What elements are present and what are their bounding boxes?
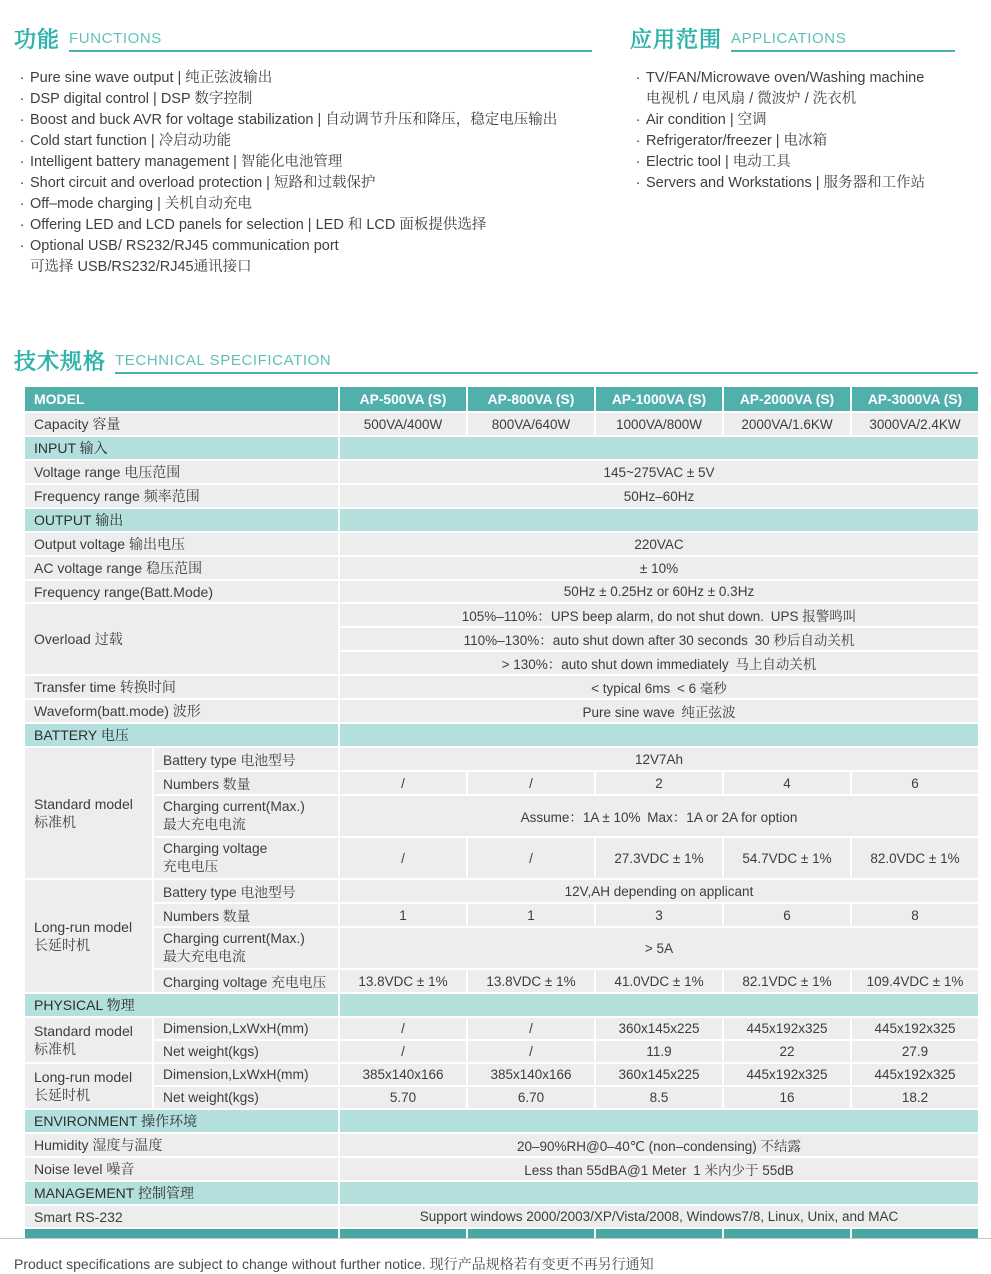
- value-cell: 1: [468, 904, 594, 926]
- value-cell: /: [468, 772, 594, 794]
- table-row-frequency-range: [25, 485, 978, 507]
- list-item-text: Electric tool | 电动工具: [646, 154, 791, 170]
- value-cell: /: [468, 838, 594, 878]
- value-cell-merged: > 5A: [340, 928, 978, 968]
- row-label: Numbers 数量: [154, 772, 338, 794]
- row-label: [154, 928, 338, 968]
- functions-list: [14, 68, 592, 278]
- list-item: [630, 173, 955, 194]
- group-label-line1: Long-run model: [34, 919, 133, 935]
- table-row-dimension: [154, 1064, 978, 1085]
- top-area: [0, 22, 991, 278]
- section-row-battery: [25, 724, 978, 746]
- row-label: Battery type 电池型号: [154, 880, 338, 902]
- section-filler: [340, 509, 978, 531]
- section-filler: [340, 724, 978, 746]
- functions-heading: [14, 28, 592, 52]
- value-cell: 2000VA/1.6KW: [724, 413, 850, 435]
- table-row-frequency-batt-mode: [25, 581, 978, 602]
- bullet-icon: ·: [19, 112, 25, 128]
- row-label: Charging voltage 充电电压: [154, 970, 338, 992]
- overload-values: [340, 604, 978, 674]
- value-cell-merged: ± 10%: [340, 557, 978, 579]
- list-item-text: Pure sine wave output | 纯正弦波输出: [30, 70, 273, 86]
- table-row-noise-level: [25, 1158, 978, 1180]
- bottom-bar-segment: [724, 1229, 850, 1238]
- list-item-text: Refrigerator/freezer | 电冰箱: [646, 133, 828, 149]
- value-cell: 445x192x325: [724, 1018, 850, 1039]
- group-label: [25, 880, 152, 992]
- section-row-input: [25, 437, 978, 459]
- page-bottom-divider: [0, 1238, 991, 1239]
- column-header-cell: AP-3000VA (S): [852, 387, 978, 411]
- table-row-overload: [25, 604, 978, 674]
- group-label-line1: Standard model: [34, 796, 133, 812]
- value-cell: 445x192x325: [852, 1018, 978, 1039]
- group-label-line2: 标准机: [34, 1041, 76, 1057]
- value-cell: 500VA/400W: [340, 413, 466, 435]
- bottom-bar-segment: [596, 1229, 722, 1238]
- value-cell: 27.3VDC ± 1%: [596, 838, 722, 878]
- row-label: Waveform(batt.mode) 波形: [25, 700, 338, 722]
- bullet-icon: ·: [635, 154, 641, 170]
- value-cell: 5.70: [340, 1087, 466, 1108]
- group-label: [25, 1018, 152, 1062]
- list-item-text: Offering LED and LCD panels for selection | LED 和 LCD 面板提供选择: [30, 217, 487, 233]
- list-item: [14, 110, 592, 131]
- value-cell: 1000VA/800W: [596, 413, 722, 435]
- table-row-waveform: [25, 700, 978, 722]
- group-label-line2: 标准机: [34, 814, 76, 830]
- list-item: [630, 68, 955, 89]
- value-cell: 6: [724, 904, 850, 926]
- table-row-charging-current: [154, 928, 978, 968]
- value-cell: 6.70: [468, 1087, 594, 1108]
- list-item: [14, 68, 592, 89]
- group-label-line2: 长延时机: [34, 937, 90, 953]
- row-label-line1: Charging current(Max.): [163, 799, 305, 814]
- value-cell: /: [468, 1018, 594, 1039]
- value-cell: 54.7VDC ± 1%: [724, 838, 850, 878]
- value-cell-merged: 20–90%RH@0–40℃ (non–condensing) 不结露: [340, 1134, 978, 1156]
- row-label-line1: Charging voltage: [163, 841, 268, 856]
- row-label: Voltage range 电压范围: [25, 461, 338, 483]
- table-row-transfer-time: [25, 676, 978, 698]
- value-cell: /: [340, 772, 466, 794]
- physical-standard-rows: [154, 1018, 978, 1062]
- value-cell-merged: Less than 55dBA@1 Meter 1 米内少于 55dB: [340, 1158, 978, 1180]
- functions-title-zh: 功能: [14, 27, 61, 52]
- value-cell: 6: [852, 772, 978, 794]
- value-cell: 82.1VDC ± 1%: [724, 970, 850, 992]
- spec-table: [25, 387, 978, 1238]
- table-row-output-voltage: [25, 533, 978, 555]
- value-cell-merged: < typical 6ms < 6 毫秒: [340, 676, 978, 698]
- bottom-bar-segment: [852, 1229, 978, 1238]
- table-row-net-weight: [154, 1041, 978, 1062]
- section-row-management: [25, 1182, 978, 1204]
- value-cell: 41.0VDC ± 1%: [596, 970, 722, 992]
- bullet-icon: ·: [19, 238, 25, 254]
- spec-title-zh: 技术规格: [14, 349, 107, 374]
- value-cell: 18.2: [852, 1087, 978, 1108]
- value-cell: 360x145x225: [596, 1064, 722, 1085]
- section-label: INPUT 输入: [25, 437, 338, 459]
- bottom-bar-segment: [340, 1229, 466, 1238]
- value-cell-merged: Pure sine wave 纯正弦波: [340, 700, 978, 722]
- model-header-cell: MODEL: [25, 387, 338, 411]
- value-cell: 11.9: [596, 1041, 722, 1062]
- value-cell: 16: [724, 1087, 850, 1108]
- applications-heading: [630, 28, 955, 52]
- row-label: Net weight(kgs): [154, 1041, 338, 1062]
- list-item: [14, 215, 592, 236]
- value-cell-merged: 110%–130%：auto shut down after 30 seconds 30 秒后自动关机: [340, 628, 978, 650]
- table-row-humidity: [25, 1134, 978, 1156]
- group-label-line2: 长延时机: [34, 1087, 90, 1103]
- footer-note: Product specifications are subject to change without further notice. 现行产品规格若有变更不再另行通知: [14, 1256, 654, 1272]
- column-header-cell: AP-500VA (S): [340, 387, 466, 411]
- list-item: [14, 89, 592, 110]
- value-cell: 360x145x225: [596, 1018, 722, 1039]
- section-row-environment: [25, 1110, 978, 1132]
- bullet-icon: ·: [19, 133, 25, 149]
- column-header-cell: AP-1000VA (S): [596, 387, 722, 411]
- physical-standard-group: [25, 1018, 978, 1062]
- bottom-bar-segment: [25, 1229, 338, 1238]
- battery-standard-group: [25, 748, 978, 878]
- group-label-line1: Standard model: [34, 1023, 133, 1039]
- applications-list: [630, 68, 955, 194]
- list-item-text: DSP digital control | DSP 数字控制: [30, 91, 253, 107]
- value-cell-merged: 12V7Ah: [340, 748, 978, 770]
- bullet-icon: ·: [19, 175, 25, 191]
- bullet-icon: ·: [19, 154, 25, 170]
- section-row-output: [25, 509, 978, 531]
- spec-heading: [14, 350, 978, 374]
- column-header-cell: AP-2000VA (S): [724, 387, 850, 411]
- table-row-smart-rs232: [25, 1206, 978, 1227]
- list-item-text: Intelligent battery management | 智能化电池管理: [30, 154, 343, 170]
- section-filler: [340, 994, 978, 1016]
- applications-section: [630, 28, 955, 278]
- row-label: Smart RS-232: [25, 1206, 338, 1227]
- spec-title-en: TECHNICAL SPECIFICATION: [115, 352, 978, 374]
- row-label-line1: Charging current(Max.): [163, 931, 305, 946]
- group-label-line1: Long-run model: [34, 1069, 133, 1085]
- list-item: [14, 152, 592, 173]
- table-row-net-weight: [154, 1087, 978, 1108]
- row-label: Noise level 噪音: [25, 1158, 338, 1180]
- list-item-text: TV/FAN/Microwave oven/Washing machine: [646, 70, 925, 86]
- value-cell-merged: 105%–110%：UPS beep alarm, do not shut down. UPS 报警鸣叫: [340, 604, 978, 626]
- bullet-icon: ·: [635, 112, 641, 128]
- value-cell: /: [340, 838, 466, 878]
- list-item-text: Off–mode charging | 关机自动充电: [30, 196, 252, 212]
- physical-longrun-rows: [154, 1064, 978, 1108]
- row-label: Capacity 容量: [25, 413, 338, 435]
- value-cell: 4: [724, 772, 850, 794]
- bottom-bar-segment: [468, 1229, 594, 1238]
- column-header-cell: AP-800VA (S): [468, 387, 594, 411]
- section-label: ENVIRONMENT 操作环境: [25, 1110, 338, 1132]
- battery-longrun-rows: [154, 880, 978, 992]
- list-item: [630, 131, 955, 152]
- section-filler: [340, 437, 978, 459]
- list-item-text: Boost and buck AVR for voltage stabilization | 自动调节升压和降压，稳定电压输出: [30, 112, 558, 128]
- battery-standard-rows: [154, 748, 978, 878]
- row-label: Frequency range 频率范围: [25, 485, 338, 507]
- bullet-icon: ·: [635, 70, 641, 86]
- value-cell-merged: 12V,AH depending on applicant: [340, 880, 978, 902]
- value-cell: 27.9: [852, 1041, 978, 1062]
- value-cell-merged: > 130%：auto shut down immediately 马上自动关机: [340, 652, 978, 674]
- list-item: [630, 152, 955, 173]
- table-bottom-bar: [25, 1229, 978, 1238]
- row-label: Net weight(kgs): [154, 1087, 338, 1108]
- section-row-physical: [25, 994, 978, 1016]
- value-cell: 800VA/640W: [468, 413, 594, 435]
- table-row-charging-voltage: [154, 838, 978, 878]
- bullet-icon: ·: [19, 196, 25, 212]
- bullet-icon: ·: [19, 91, 25, 107]
- row-label: Output voltage 输出电压: [25, 533, 338, 555]
- value-cell: 8.5: [596, 1087, 722, 1108]
- row-label-line2: 最大充电电流: [163, 817, 246, 832]
- value-cell: /: [340, 1018, 466, 1039]
- value-cell: 2: [596, 772, 722, 794]
- list-item: [14, 194, 592, 215]
- list-item-text: Cold start function | 冷启动功能: [30, 133, 232, 149]
- section-label: BATTERY 电压: [25, 724, 338, 746]
- row-label: Overload 过载: [25, 604, 338, 674]
- section-filler: [340, 1182, 978, 1204]
- row-label: Dimension,LxWxH(mm): [154, 1064, 338, 1085]
- table-row-ac-voltage-range: [25, 557, 978, 579]
- table-row-numbers: [154, 904, 978, 926]
- value-cell: 385x140x166: [468, 1064, 594, 1085]
- table-header-row: [25, 387, 978, 411]
- list-item: [14, 173, 592, 194]
- row-label: [154, 838, 338, 878]
- value-cell: /: [468, 1041, 594, 1062]
- value-cell: 3000VA/2.4KW: [852, 413, 978, 435]
- battery-longrun-group: [25, 880, 978, 992]
- bullet-icon: ·: [635, 133, 641, 149]
- technical-specification-section: [0, 350, 991, 1238]
- applications-title-en: APPLICATIONS: [731, 30, 955, 52]
- value-cell: 8: [852, 904, 978, 926]
- table-row-capacity: [25, 413, 978, 435]
- row-label: Humidity 湿度与温度: [25, 1134, 338, 1156]
- table-row-battery-type: [154, 880, 978, 902]
- value-cell: 445x192x325: [852, 1064, 978, 1085]
- table-row-dimension: [154, 1018, 978, 1039]
- value-cell-merged: 220VAC: [340, 533, 978, 555]
- value-cell-merged: 50Hz ± 0.25Hz or 60Hz ± 0.3Hz: [340, 581, 978, 602]
- list-item-text: Short circuit and overload protection | 短路和过载保护: [30, 175, 376, 191]
- row-label: [154, 796, 338, 836]
- value-cell: /: [340, 1041, 466, 1062]
- row-label-line2: 充电电压: [163, 859, 219, 874]
- row-label: Frequency range(Batt.Mode): [25, 581, 338, 602]
- value-cell-merged: 50Hz–60Hz: [340, 485, 978, 507]
- row-label: Numbers 数量: [154, 904, 338, 926]
- list-item: [14, 236, 592, 257]
- section-label: PHYSICAL 物理: [25, 994, 338, 1016]
- section-label: MANAGEMENT 控制管理: [25, 1182, 338, 1204]
- table-row-battery-type: [154, 748, 978, 770]
- value-cell: 3: [596, 904, 722, 926]
- value-cell: 22: [724, 1041, 850, 1062]
- functions-title-en: FUNCTIONS: [69, 30, 592, 52]
- row-label: Transfer time 转换时间: [25, 676, 338, 698]
- value-cell-merged: 145~275VAC ± 5V: [340, 461, 978, 483]
- physical-longrun-group: [25, 1064, 978, 1108]
- bullet-icon: ·: [635, 175, 641, 191]
- value-cell: 445x192x325: [724, 1064, 850, 1085]
- bullet-icon: ·: [19, 217, 25, 233]
- table-row-charging-current: [154, 796, 978, 836]
- value-cell: 82.0VDC ± 1%: [852, 838, 978, 878]
- section-filler: [340, 1110, 978, 1132]
- table-row-voltage-range: [25, 461, 978, 483]
- value-cell-merged: Support windows 2000/2003/XP/Vista/2008, Windows7/8, Linux, Unix, and MAC: [340, 1206, 978, 1227]
- value-cell-merged: Assume：1A ± 10% Max：1A or 2A for option: [340, 796, 978, 836]
- applications-title-zh: 应用范围: [630, 27, 723, 52]
- value-cell: 13.8VDC ± 1%: [340, 970, 466, 992]
- bullet-icon: ·: [19, 70, 25, 86]
- row-label: Battery type 电池型号: [154, 748, 338, 770]
- table-row-numbers: [154, 772, 978, 794]
- value-cell: 13.8VDC ± 1%: [468, 970, 594, 992]
- group-label: [25, 748, 152, 878]
- list-item-text: Optional USB/ RS232/RJ45 communication port: [30, 238, 339, 254]
- table-row-charging-voltage: [154, 970, 978, 992]
- value-cell: 109.4VDC ± 1%: [852, 970, 978, 992]
- value-cell: 1: [340, 904, 466, 926]
- list-item-text: Air condition | 空调: [646, 112, 767, 128]
- list-item-text: Servers and Workstations | 服务器和工作站: [646, 175, 926, 191]
- functions-section: [14, 28, 592, 278]
- list-item: [630, 110, 955, 131]
- value-cell: 385x140x166: [340, 1064, 466, 1085]
- list-item-continuation: 电视机 / 电风扇 / 微波炉 / 洗衣机: [646, 91, 857, 107]
- list-item-continuation: 可选择 USB/RS232/RJ45通讯接口: [30, 259, 252, 275]
- row-label: AC voltage range 稳压范围: [25, 557, 338, 579]
- group-label: [25, 1064, 152, 1108]
- row-label-line2: 最大充电电流: [163, 949, 246, 964]
- section-label: OUTPUT 输出: [25, 509, 338, 531]
- list-item: [14, 131, 592, 152]
- row-label: Dimension,LxWxH(mm): [154, 1018, 338, 1039]
